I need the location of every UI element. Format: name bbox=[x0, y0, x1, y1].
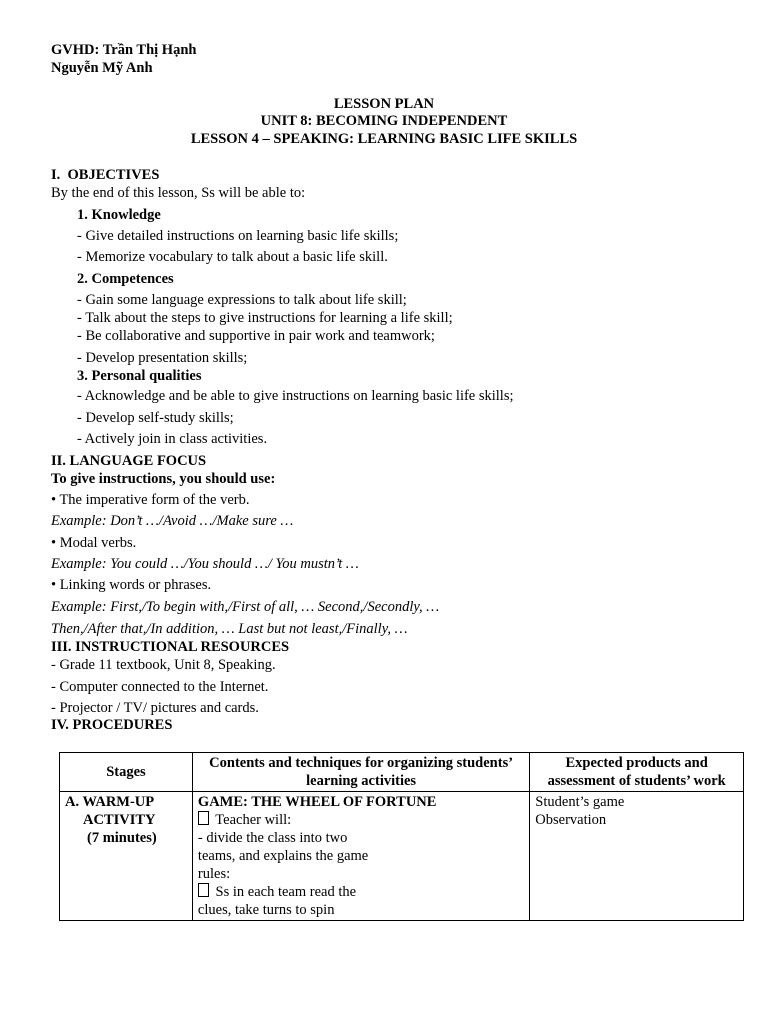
content-text: Teacher will: bbox=[215, 812, 292, 828]
objectives-heading-text: OBJECTIVES bbox=[67, 167, 160, 183]
language-focus-heading: II. LANGUAGE FOCUS bbox=[51, 453, 207, 469]
procedures-heading: IV. PROCEDURES bbox=[51, 717, 173, 733]
qualities-heading: 3. Personal qualities bbox=[77, 368, 202, 384]
language-focus-subheading: To give instructions, you should use: bbox=[51, 471, 276, 487]
language-item: • Linking words or phrases. bbox=[51, 577, 212, 593]
knowledge-item: - Memorize vocabulary to talk about a basic life skill. bbox=[77, 249, 388, 265]
lesson-title: LESSON 4 – SPEAKING: LEARNING BASIC LIFE SKILLS bbox=[190, 131, 578, 147]
knowledge-heading: 1. Knowledge bbox=[77, 207, 161, 223]
content-line: rules: bbox=[197, 866, 231, 882]
competence-item: - Be collaborative and supportive in pair work and teamwork; bbox=[77, 328, 435, 344]
example-label: Example: bbox=[51, 599, 107, 615]
expected-line: Observation bbox=[535, 812, 607, 828]
stage-cell bbox=[60, 792, 193, 921]
unit-title: UNIT 8: BECOMING INDEPENDENT bbox=[260, 113, 508, 129]
content-line bbox=[198, 811, 524, 829]
contents-cell bbox=[192, 792, 529, 921]
column-header-expected: Expected products and assessment of students’ work bbox=[530, 753, 744, 792]
quality-item: - Acknowledge and be able to give instructions on learning basic life skills; bbox=[77, 388, 514, 404]
checkbox-bullet-icon bbox=[198, 811, 209, 825]
column-header-stages: Stages bbox=[60, 753, 193, 792]
quality-item: - Actively join in class activities. bbox=[77, 431, 268, 447]
table-row bbox=[60, 792, 744, 921]
objectives-heading bbox=[51, 166, 159, 184]
checkbox-bullet-icon bbox=[198, 883, 209, 897]
resource-item: - Computer connected to the Internet. bbox=[51, 679, 269, 695]
procedures-table bbox=[59, 752, 744, 921]
table-header-row bbox=[60, 753, 744, 792]
example-text: Don’t …/Avoid …/Make sure … bbox=[110, 513, 294, 529]
example-label: Example: bbox=[51, 556, 107, 572]
example-line bbox=[51, 555, 359, 573]
content-line bbox=[198, 883, 524, 901]
objectives-intro: By the end of this lesson, Ss will be able to: bbox=[51, 185, 306, 201]
resource-item: - Grade 11 textbook, Unit 8, Speaking. bbox=[51, 657, 276, 673]
language-item: • The imperative form of the verb. bbox=[51, 492, 250, 508]
knowledge-item: - Give detailed instructions on learning basic life skills; bbox=[77, 228, 399, 244]
quality-item: - Develop self-study skills; bbox=[77, 410, 234, 426]
objectives-heading-number: I. bbox=[51, 167, 61, 183]
example-line bbox=[51, 512, 293, 530]
supervisor-name: GVHD: Trần Thị Hạnh bbox=[51, 42, 197, 58]
example-text: First,/To begin with,/First of all, … Second,/Secondly, … bbox=[110, 599, 440, 615]
example-text: You could …/You should …/ You mustn’t … bbox=[110, 556, 359, 572]
resources-heading: III. INSTRUCTIONAL RESOURCES bbox=[51, 639, 290, 655]
example-text-continued: Then,/After that,/In addition, … Last but not least,/Finally, … bbox=[51, 621, 408, 637]
content-line: clues, take turns to spin bbox=[197, 902, 335, 918]
game-title: GAME: THE WHEEL OF FORTUNE bbox=[197, 794, 437, 810]
resource-item: - Projector / TV/ pictures and cards. bbox=[51, 700, 259, 716]
content-line: - divide the class into two bbox=[197, 830, 348, 846]
competence-item: - Gain some language expressions to talk about life skill; bbox=[77, 292, 407, 308]
example-line bbox=[51, 598, 439, 616]
example-label: Example: bbox=[51, 513, 107, 529]
doc-title: LESSON PLAN bbox=[333, 96, 435, 112]
content-line: teams, and explains the game bbox=[197, 848, 369, 864]
column-header-contents: Contents and techniques for organizing students’ learning activities bbox=[192, 753, 529, 792]
stage-line: A. WARM-UP bbox=[65, 794, 155, 810]
competences-heading: 2. Competences bbox=[77, 271, 174, 287]
expected-line: Student’s game bbox=[535, 794, 625, 810]
competence-item: - Develop presentation skills; bbox=[77, 350, 248, 366]
stage-duration: (7 minutes) bbox=[87, 830, 157, 846]
expected-cell bbox=[530, 792, 744, 921]
competence-item: - Talk about the steps to give instructions for learning a life skill; bbox=[77, 310, 453, 326]
content-text: Ss in each team read the bbox=[215, 884, 357, 900]
stage-line: ACTIVITY bbox=[83, 812, 156, 828]
author-name: Nguyễn Mỹ Anh bbox=[51, 60, 153, 76]
language-item: • Modal verbs. bbox=[51, 535, 137, 551]
